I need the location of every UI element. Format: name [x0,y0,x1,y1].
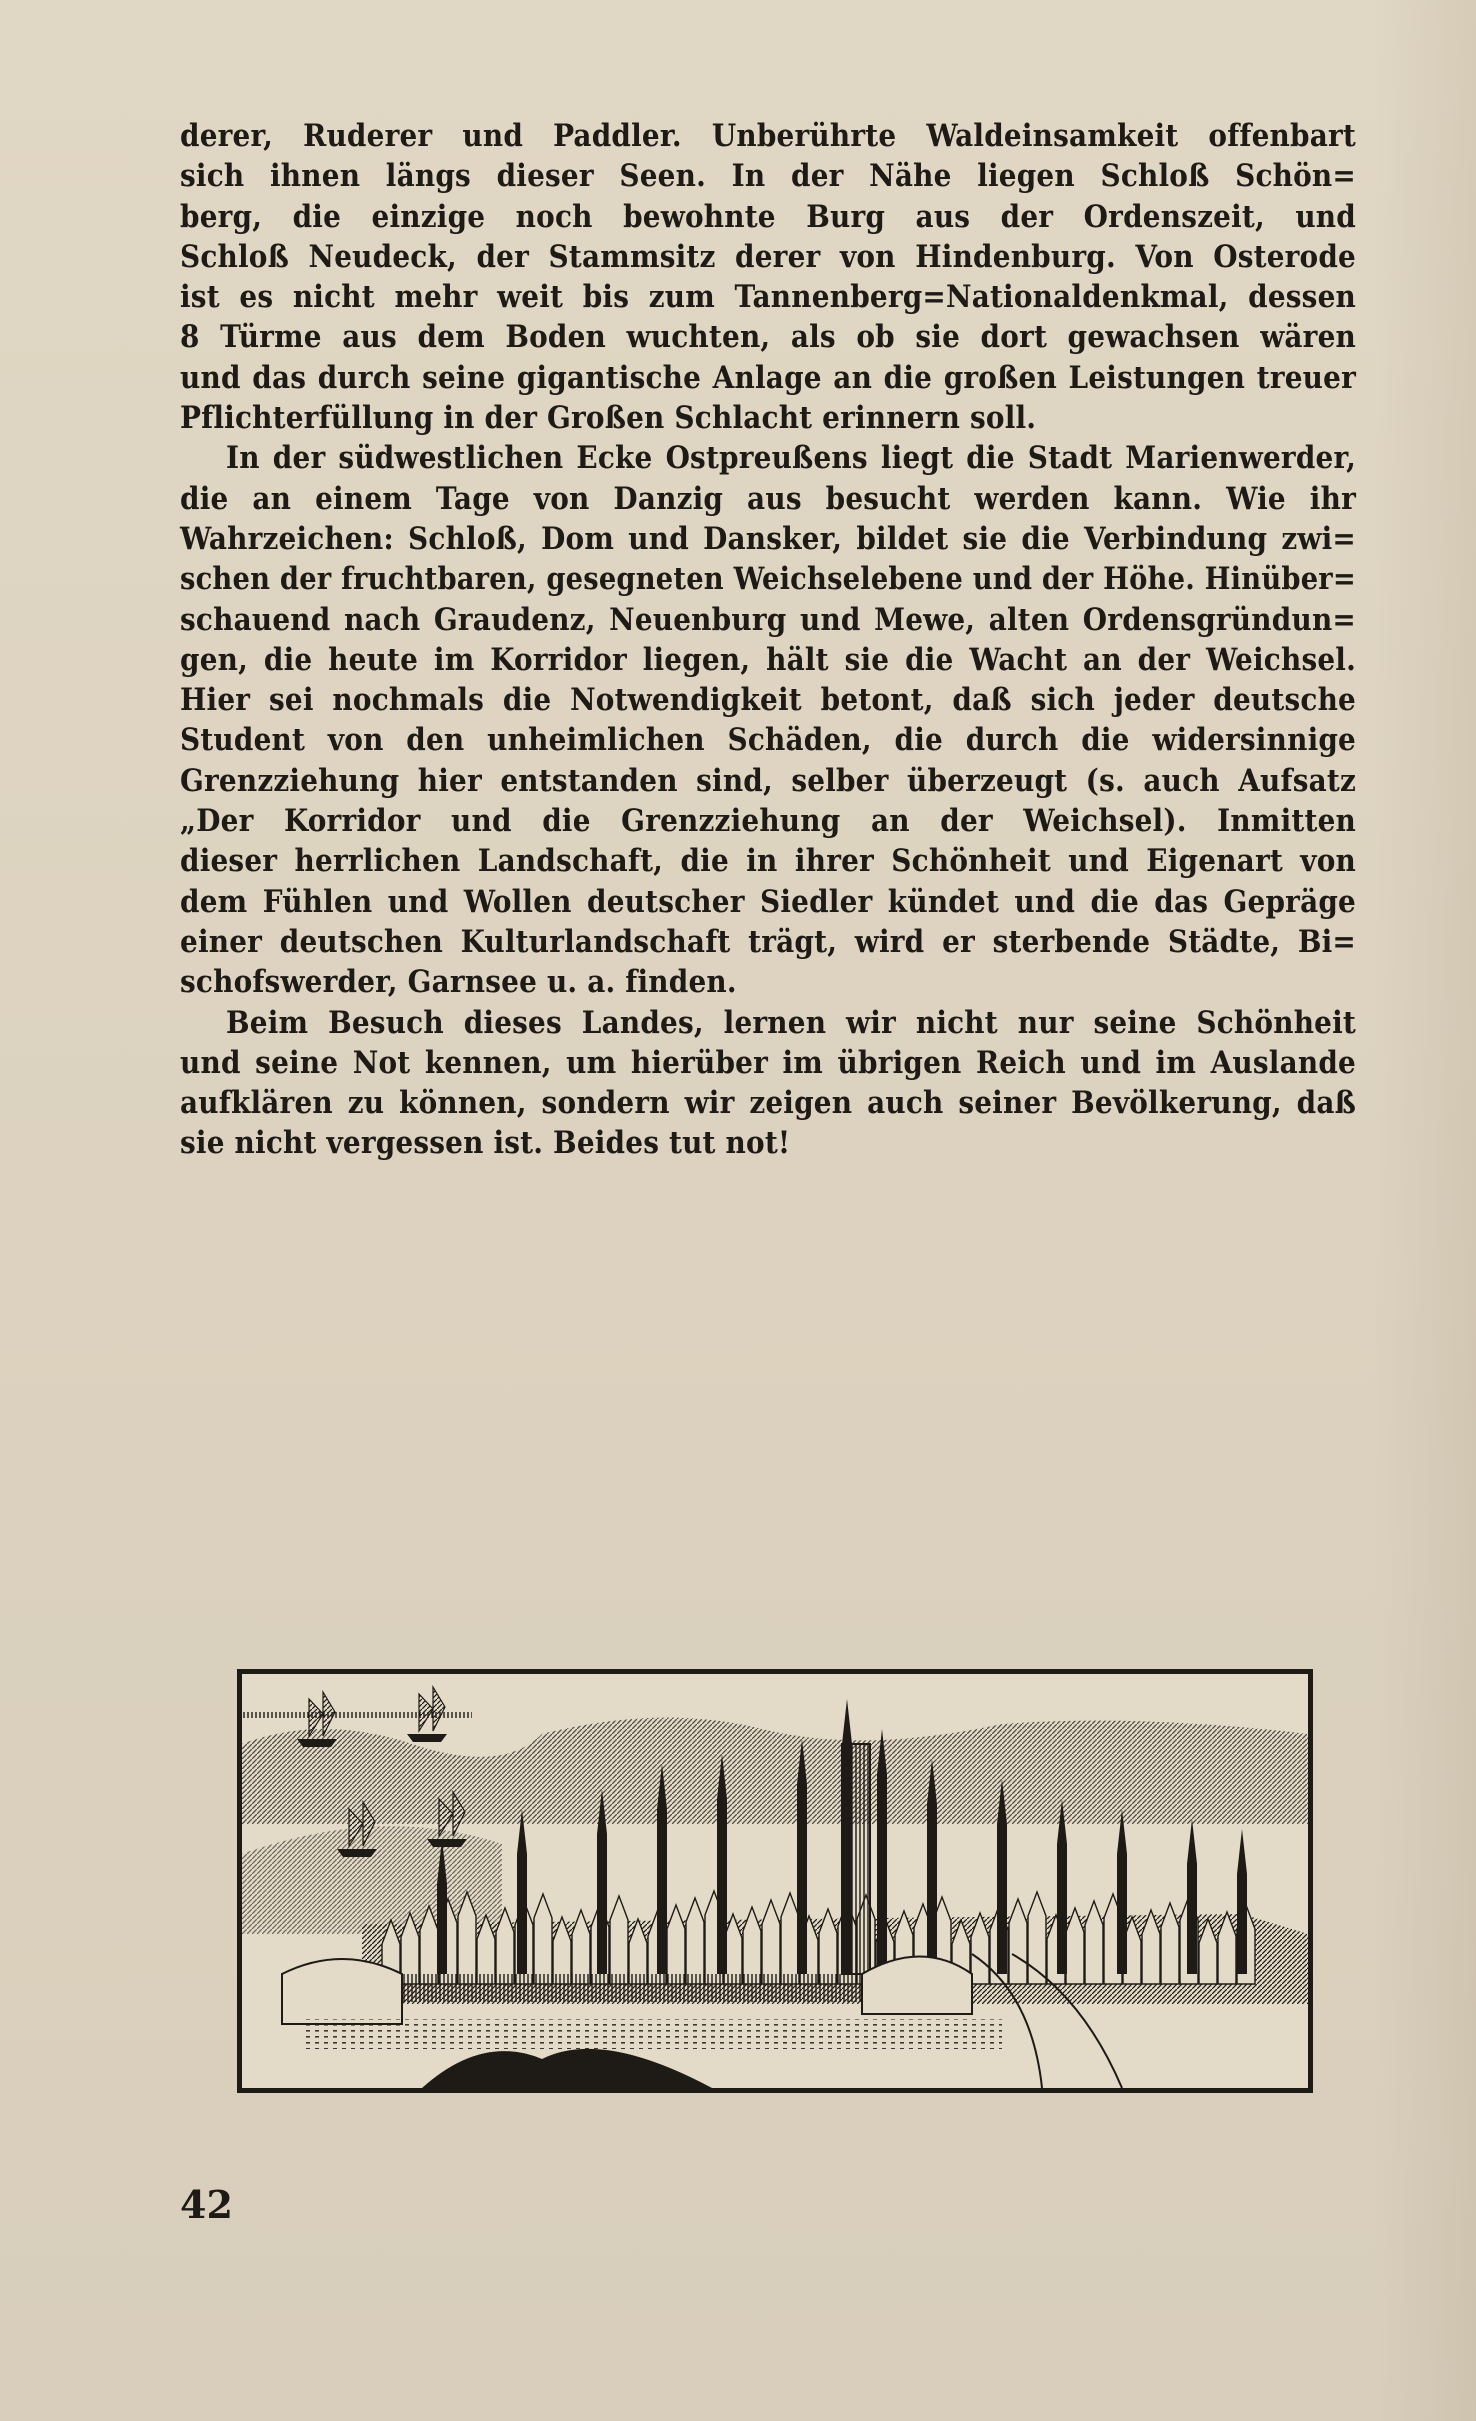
water [302,2019,1002,2049]
ship-sails [419,1687,445,1731]
right-bastion [862,1957,972,2015]
text-line: 8 Türme aus dem Boden wuchten, als ob sie dort gewachsen wären [180,319,1356,356]
text-line: Schloß Neudeck, der Stammsitz derer von Hindenburg. Von Osterode [180,238,1356,275]
ship-hull [427,1839,467,1847]
text-line: In der südwestlichen Ecke Ostpreußens liegt die Stadt Marienwerder, [226,440,1356,477]
text-line: sie nicht vergessen ist. Beides tut not! [180,1125,791,1162]
house [534,1894,552,1984]
church-spire [717,1754,727,1974]
church-spire [517,1809,527,1974]
text-line: sich ihnen längs dieser Seen. In der Nähe liegen Schloß Schön= [180,158,1356,195]
text-line: dem Fühlen und Wollen deutscher Siedler kündet und die das Gepräge [180,883,1356,920]
text-line: ist es nicht mehr weit bis zum Tannenberg=Nationaldenkmal, dessen [180,279,1356,316]
text-line: berg, die einzige noch bewohnte Burg aus der Ordenszeit, und [180,198,1356,235]
text-line: Pflichterfüllung in der Großen Schlacht erinnern soll. [180,400,1037,437]
text-line: Wahrzeichen: Schloß, Dom und Dansker, bildet sie die Verbindung zwi= [180,520,1356,557]
paragraph [180,116,1356,438]
left-bastion [282,1959,402,2024]
page-number: 42 [180,2182,233,2227]
house [743,1907,761,1984]
house [1085,1901,1103,1984]
church-spire [657,1764,667,1974]
text-line: Grenzziehung hier entstanden sind, selber überzeugt (s. auch Aufsatz [180,762,1356,799]
ship-hull [337,1849,377,1857]
text-line: und seine Not kennen, um hierüber im übrigen Reich und im Auslande [180,1044,1356,1081]
text-line: und das durch seine gigantische Anlage an die großen Leistungen treuer [180,359,1356,396]
church-spire [1057,1799,1067,1974]
house [572,1910,590,1984]
text-line: Beim Besuch dieses Landes, lernen wir nicht nur seine Schönheit [226,1004,1356,1041]
church-spire [1187,1819,1197,1974]
ship-hull [297,1739,337,1747]
text-line: derer, Ruderer und Paddler. Unberührte Waldeinsamkeit offenbart [180,118,1356,154]
text-line: Hier sei nochmals die Notwendigkeit betont, daß sich jeder deutsche [180,682,1356,719]
text-line: „Der Korridor und die Grenzziehung an der Weichsel). Inmitten [180,803,1356,840]
paragraph [180,1003,1356,1164]
house [762,1900,780,1984]
body-text [180,116,1356,1164]
paragraph [180,438,1356,1002]
text-line: schen der fruchtbaren, gesegneten Weichselebene und der Höhe. Hinüber= [180,561,1356,598]
church-spire [797,1739,807,1974]
text-line: Student von den unheimlichen Schäden, die durch die widersinnige [180,722,1356,759]
text-line: gen, die heute im Korridor liegen, hält sie die Wacht an der Weichsel. [180,641,1356,678]
city-view-engraving [242,1674,1308,2088]
church-spire [927,1759,937,1974]
text-line: die an einem Tage von Danzig aus besucht werden kann. Wie ihr [180,480,1356,517]
ship-hull [407,1734,447,1742]
house [610,1896,628,1984]
text-line: einer deutschen Kulturlandschaft trägt, wird er sterbende Städte, Bi= [180,923,1356,960]
text-line: schofswerder, Garnsee u. a. finden. [180,964,737,1001]
house [1009,1899,1027,1984]
house [686,1898,704,1984]
text-line: schauend nach Graudenz, Neuenburg und Mewe, alten Ordensgründun= [180,601,1356,638]
text-line: aufklären zu können, sondern wir zeigen auch seiner Bevölkerung, daß [180,1085,1356,1122]
main-tower [842,1744,870,1974]
distant-hills [242,1718,1308,1824]
house [781,1893,799,1984]
church-spire [877,1729,887,1974]
woodcut-illustration [237,1669,1313,2093]
foreground-hills [422,2049,712,2088]
church-spire [1117,1809,1127,1974]
church-spire [1237,1829,1247,1974]
house [667,1905,685,1984]
text-line: dieser herrlichen Landschaft, die in ihrer Schönheit und Eigenart von [180,843,1356,880]
